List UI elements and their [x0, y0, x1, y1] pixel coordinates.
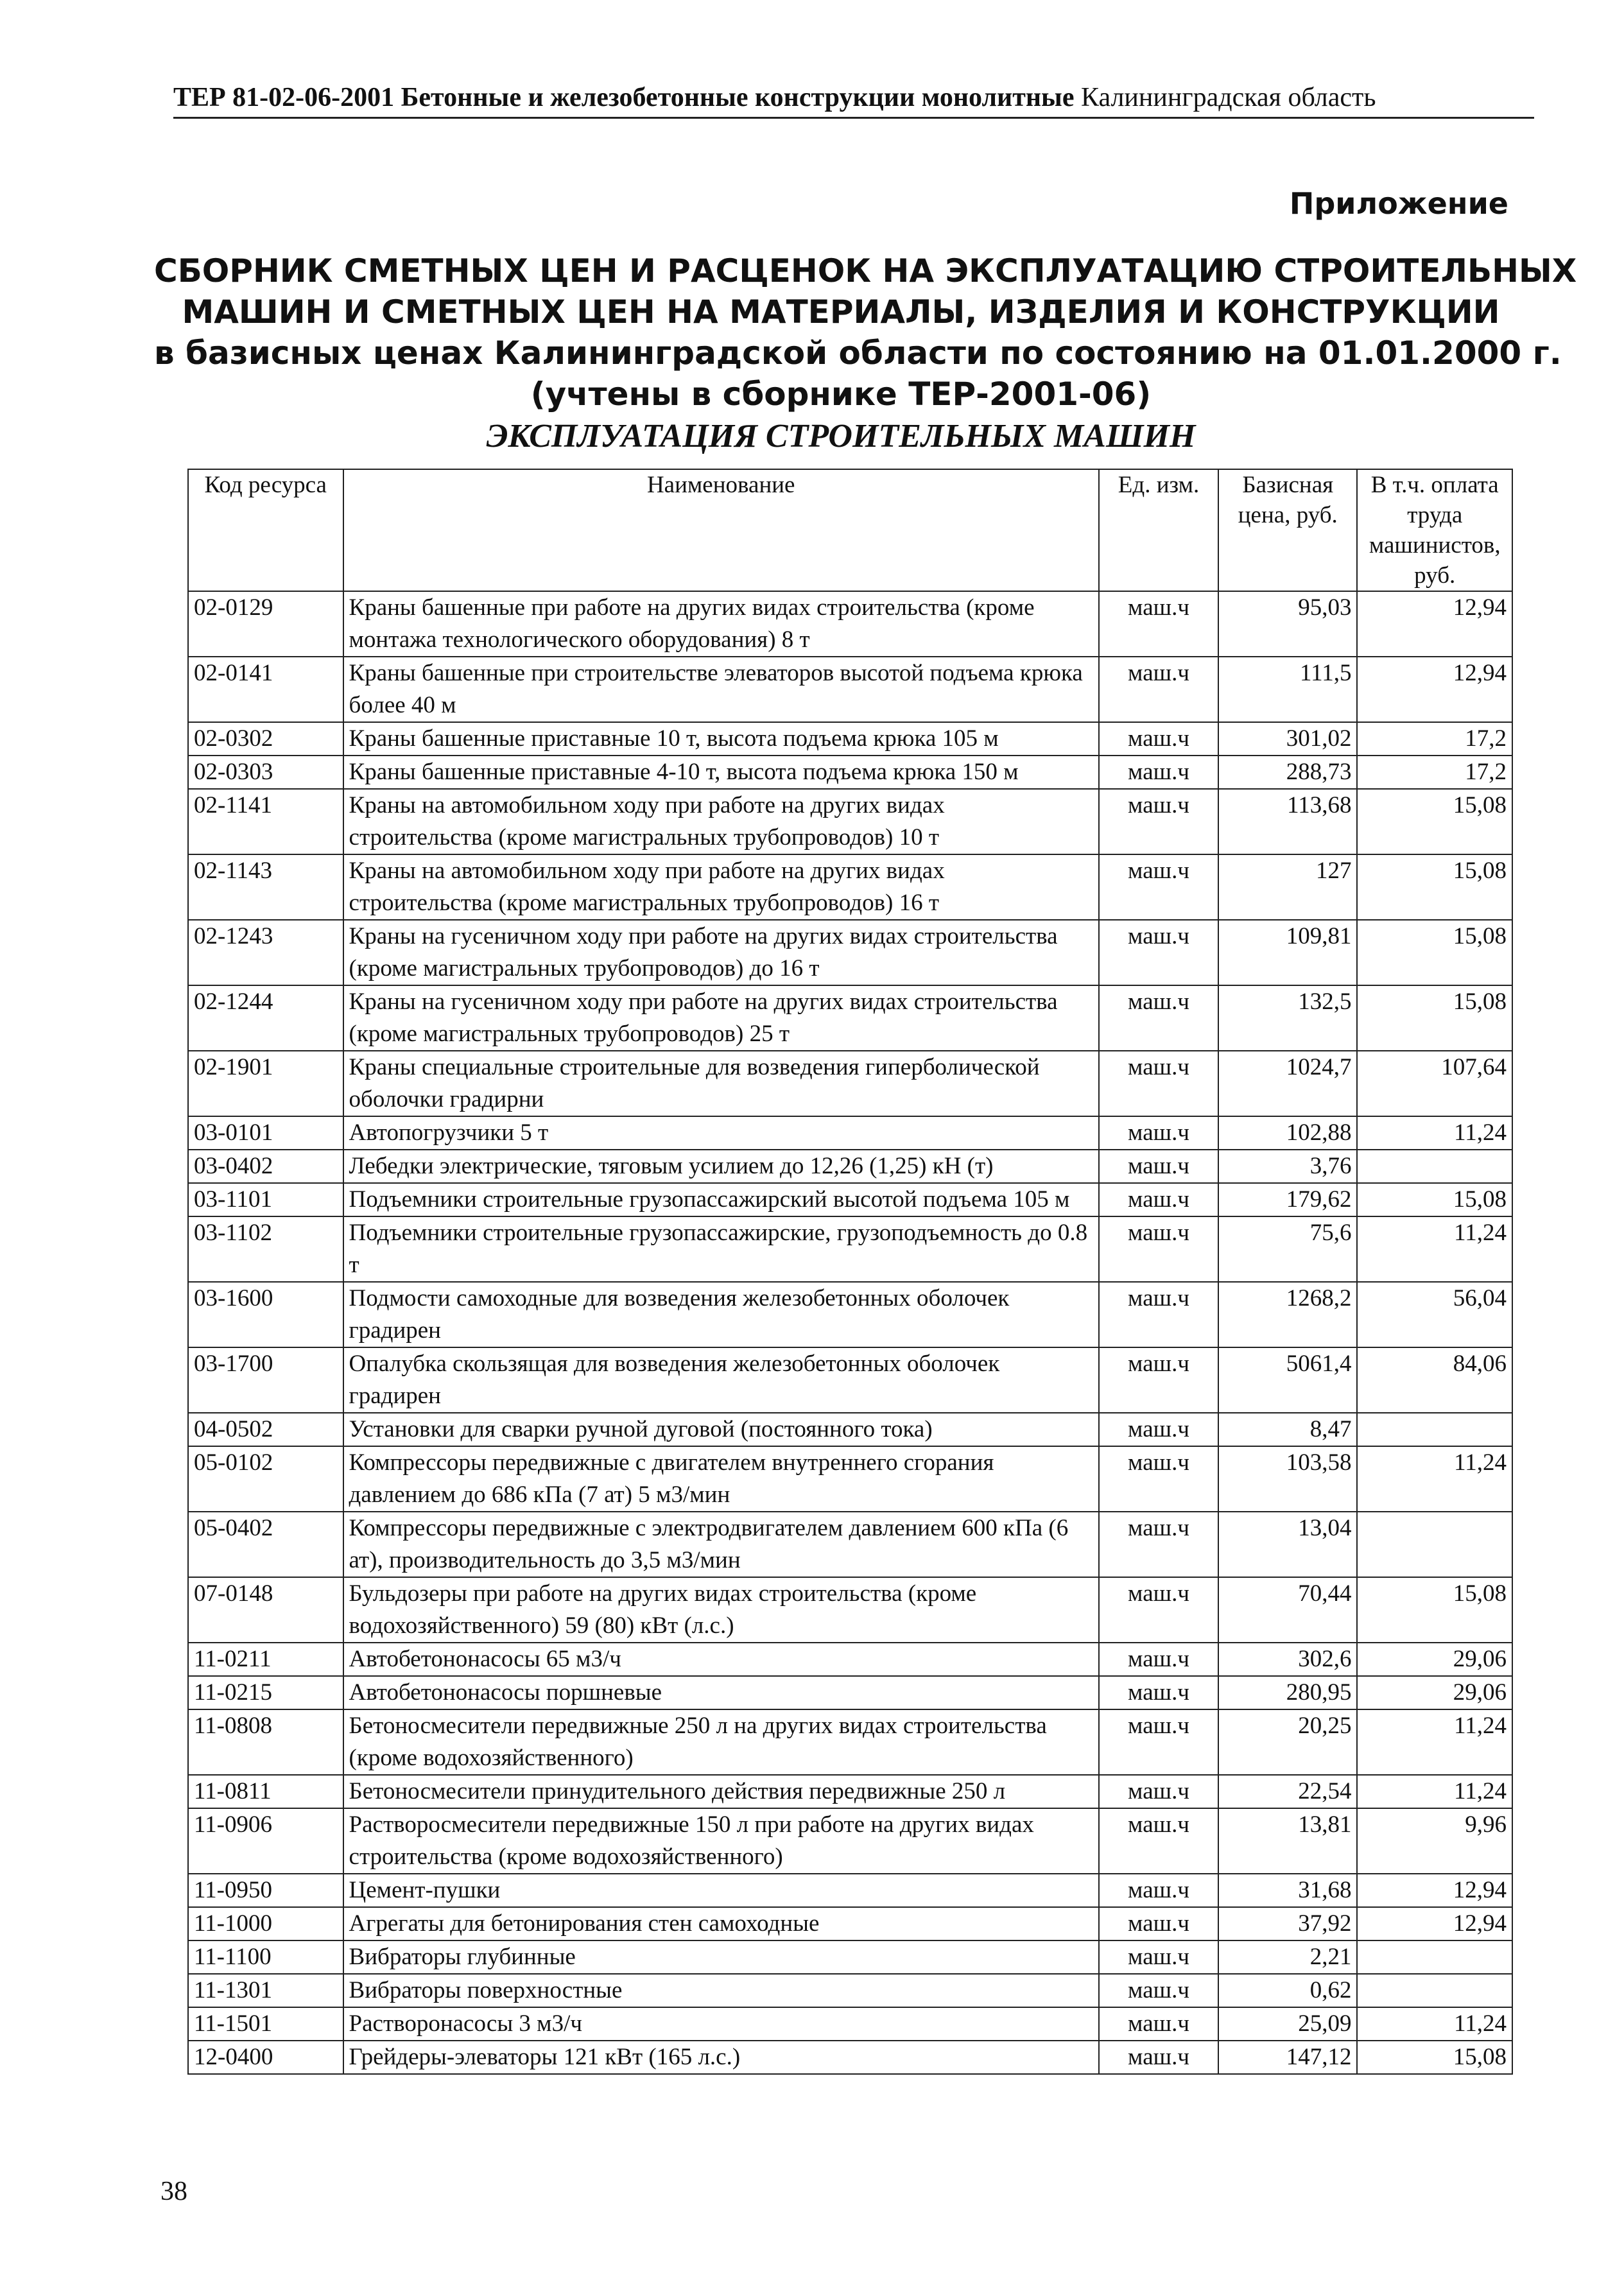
cell-price: 22,54 [1218, 1775, 1357, 1808]
cell-unit: маш.ч [1099, 1446, 1218, 1512]
cell-unit: маш.ч [1099, 591, 1218, 657]
table-row [188, 1413, 1512, 1446]
cell-unit: маш.ч [1099, 657, 1218, 722]
cell-labor: 15,08 [1357, 1183, 1512, 1216]
cell-price: 1268,2 [1218, 1282, 1357, 1347]
header-code-title: ТЕР 81-02-06-2001 Бетонные и железобетонные конструкции монолитные [173, 83, 1075, 112]
cell-labor: 84,06 [1357, 1347, 1512, 1413]
cell-price: 147,12 [1218, 2041, 1357, 2074]
header-name: Наименование [343, 469, 1099, 591]
cell-name: Краны специальные строительные для возведения гиперболической оболочки градирни [343, 1051, 1099, 1116]
cell-code: 11-0215 [188, 1676, 343, 1709]
cell-code: 04-0502 [188, 1413, 343, 1446]
table-row [188, 1709, 1512, 1775]
cell-name: Компрессоры передвижные с электродвигателем давлением 600 кПа (6 ат), производительность до 3,5 м3/мин [343, 1512, 1099, 1577]
cell-price: 8,47 [1218, 1413, 1357, 1446]
cell-code: 11-0811 [188, 1775, 343, 1808]
cell-code: 11-1000 [188, 1907, 343, 1940]
cell-price: 5061,4 [1218, 1347, 1357, 1413]
cell-name: Агрегаты для бетонирования стен самоходные [343, 1907, 1099, 1940]
cell-name: Краны башенные при строительстве элеваторов высотой подъема крюка более 40 м [343, 657, 1099, 722]
table-row [188, 756, 1512, 789]
cell-labor: 17,2 [1357, 722, 1512, 756]
cell-unit: маш.ч [1099, 920, 1218, 985]
cell-name: Краны на автомобильном ходу при работе на других видах строительства (кроме магистральных трубопроводов) 10 т [343, 789, 1099, 854]
cell-labor [1357, 1413, 1512, 1446]
table-row [188, 1940, 1512, 1974]
cell-name: Бетоносмесители передвижные 250 л на других видах строительства (кроме водохозяйственного) [343, 1709, 1099, 1775]
cell-labor: 15,08 [1357, 854, 1512, 920]
cell-labor: 15,08 [1357, 2041, 1512, 2074]
cell-labor: 12,94 [1357, 1907, 1512, 1940]
table-row [188, 920, 1512, 985]
cell-name: Автобетононасосы поршневые [343, 1676, 1099, 1709]
cell-unit: маш.ч [1099, 1512, 1218, 1577]
cell-labor: 107,64 [1357, 1051, 1512, 1116]
table-row [188, 1874, 1512, 1907]
cell-unit: маш.ч [1099, 2041, 1218, 2074]
cell-labor: 12,94 [1357, 657, 1512, 722]
cell-unit: маш.ч [1099, 756, 1218, 789]
cell-code: 11-0211 [188, 1643, 343, 1676]
cell-price: 113,68 [1218, 789, 1357, 854]
cell-name: Вибраторы глубинные [343, 1940, 1099, 1974]
cell-price: 37,92 [1218, 1907, 1357, 1940]
cell-code: 05-0102 [188, 1446, 343, 1512]
cell-price: 132,5 [1218, 985, 1357, 1051]
cell-name: Установки для сварки ручной дуговой (постоянного тока) [343, 1413, 1099, 1446]
cell-unit: маш.ч [1099, 1116, 1218, 1150]
cell-price: 1024,7 [1218, 1051, 1357, 1116]
cell-code: 03-1102 [188, 1216, 343, 1282]
cell-name: Подъемники строительные грузопассажирские, грузоподъемность до 0.8 т [343, 1216, 1099, 1282]
cell-code: 03-1101 [188, 1183, 343, 1216]
header-price: Базисная цена, руб. [1218, 469, 1357, 591]
cell-name: Краны на гусеничном ходу при работе на других видах строительства (кроме магистральных трубопроводов) 25 т [343, 985, 1099, 1051]
cell-unit: маш.ч [1099, 722, 1218, 756]
table-header-row [188, 469, 1512, 591]
table-row [188, 1512, 1512, 1577]
cell-price: 75,6 [1218, 1216, 1357, 1282]
header-unit: Ед. изм. [1099, 469, 1218, 591]
cell-price: 280,95 [1218, 1676, 1357, 1709]
cell-unit: маш.ч [1099, 1940, 1218, 1974]
cell-price: 20,25 [1218, 1709, 1357, 1775]
cell-price: 13,81 [1218, 1808, 1357, 1874]
document-title [154, 250, 1577, 415]
cell-name: Цемент-пушки [343, 1874, 1099, 1907]
cell-code: 07-0148 [188, 1577, 343, 1643]
cell-labor: 15,08 [1357, 1577, 1512, 1643]
cell-code: 03-1600 [188, 1282, 343, 1347]
table-row [188, 789, 1512, 854]
table-row [188, 2041, 1512, 2074]
cell-price: 2,21 [1218, 1940, 1357, 1974]
cell-labor: 11,24 [1357, 1775, 1512, 1808]
cell-labor: 11,24 [1357, 1709, 1512, 1775]
cell-unit: маш.ч [1099, 1150, 1218, 1183]
table-row [188, 1808, 1512, 1874]
cell-unit: маш.ч [1099, 1577, 1218, 1643]
table-row [188, 722, 1512, 756]
cell-unit: маш.ч [1099, 2007, 1218, 2041]
cell-name: Краны башенные приставные 4-10 т, высота подъема крюка 150 м [343, 756, 1099, 789]
cell-labor: 11,24 [1357, 1446, 1512, 1512]
cell-code: 02-0302 [188, 722, 343, 756]
cell-name: Автопогрузчики 5 т [343, 1116, 1099, 1150]
cell-name: Грейдеры-элеваторы 121 кВт (165 л.с.) [343, 2041, 1099, 2074]
cell-unit: маш.ч [1099, 1709, 1218, 1775]
table-row [188, 1216, 1512, 1282]
cell-price: 103,58 [1218, 1446, 1357, 1512]
cell-price: 179,62 [1218, 1183, 1357, 1216]
cell-price: 0,62 [1218, 1974, 1357, 2007]
table-body [188, 591, 1512, 2074]
cell-price: 70,44 [1218, 1577, 1357, 1643]
table-row [188, 1183, 1512, 1216]
cell-code: 03-0402 [188, 1150, 343, 1183]
cell-code: 02-1141 [188, 789, 343, 854]
cell-unit: маш.ч [1099, 1183, 1218, 1216]
title-line-3: в базисных ценах Калининградской области по состоянию на 01.01.2000 г. [154, 334, 1562, 372]
cell-price: 301,02 [1218, 722, 1357, 756]
cell-price: 288,73 [1218, 756, 1357, 789]
cell-labor: 15,08 [1357, 920, 1512, 985]
cell-unit: маш.ч [1099, 1974, 1218, 2007]
cell-code: 02-1901 [188, 1051, 343, 1116]
running-header [173, 82, 1534, 119]
page-number: 38 [160, 2177, 187, 2206]
cell-name: Лебедки электрические, тяговым усилием до 12,26 (1,25) кН (т) [343, 1150, 1099, 1183]
cell-labor: 29,06 [1357, 1643, 1512, 1676]
cell-name: Подъемники строительные грузопассажирский высотой подъема 105 м [343, 1183, 1099, 1216]
cell-unit: маш.ч [1099, 1347, 1218, 1413]
cell-name: Краны башенные при работе на других видах строительства (кроме монтажа технологического оборудования) 8 т [343, 591, 1099, 657]
cell-code: 02-1243 [188, 920, 343, 985]
table-row [188, 591, 1512, 657]
title-line-2: МАШИН И СМЕТНЫХ ЦЕН НА МАТЕРИАЛЫ, ИЗДЕЛИЯ И КОНСТРУКЦИИ [182, 293, 1500, 331]
cell-code: 02-1143 [188, 854, 343, 920]
header-region: Калининградская область [1081, 83, 1376, 112]
table-row [188, 1907, 1512, 1940]
cell-name: Растворонасосы 3 м3/ч [343, 2007, 1099, 2041]
cell-labor [1357, 1150, 1512, 1183]
cell-code: 05-0402 [188, 1512, 343, 1577]
cell-name: Компрессоры передвижные с двигателем внутреннего сгорания давлением до 686 кПа (7 ат) 5 м3/мин [343, 1446, 1099, 1512]
cell-unit: маш.ч [1099, 854, 1218, 920]
table-row [188, 1775, 1512, 1808]
table-row [188, 1282, 1512, 1347]
cell-labor: 11,24 [1357, 2007, 1512, 2041]
header-code: Код ресурса [188, 469, 343, 591]
title-line-4: (учтены в сборнике ТЕР-2001-06) [530, 376, 1152, 413]
cell-price: 25,09 [1218, 2007, 1357, 2041]
table-row [188, 1116, 1512, 1150]
cell-unit: маш.ч [1099, 1643, 1218, 1676]
cell-labor: 29,06 [1357, 1676, 1512, 1709]
table-row [188, 1051, 1512, 1116]
cell-unit: маш.ч [1099, 1282, 1218, 1347]
cell-name: Бетоносмесители принудительного действия передвижные 250 л [343, 1775, 1099, 1808]
table-row [188, 985, 1512, 1051]
cell-price: 95,03 [1218, 591, 1357, 657]
cell-code: 03-1700 [188, 1347, 343, 1413]
cell-price: 302,6 [1218, 1643, 1357, 1676]
cell-labor [1357, 1974, 1512, 2007]
cell-price: 127 [1218, 854, 1357, 920]
cell-name: Краны башенные приставные 10 т, высота подъема крюка 105 м [343, 722, 1099, 756]
cell-code: 11-0808 [188, 1709, 343, 1775]
cell-unit: маш.ч [1099, 1216, 1218, 1282]
cell-code: 02-0141 [188, 657, 343, 722]
cell-price: 13,04 [1218, 1512, 1357, 1577]
cell-labor: 11,24 [1357, 1216, 1512, 1282]
cell-code: 11-0906 [188, 1808, 343, 1874]
table-row [188, 1676, 1512, 1709]
cell-code: 11-1501 [188, 2007, 343, 2041]
cell-labor [1357, 1940, 1512, 1974]
cell-price: 109,81 [1218, 920, 1357, 985]
table-row [188, 1643, 1512, 1676]
cell-price: 31,68 [1218, 1874, 1357, 1907]
cell-unit: маш.ч [1099, 789, 1218, 854]
cell-code: 11-1301 [188, 1974, 343, 2007]
cell-name: Растворосмесители передвижные 150 л при работе на других видах строительства (кроме водохозяйственного) [343, 1808, 1099, 1874]
appendix-label: Приложение [1289, 186, 1508, 221]
cell-unit: маш.ч [1099, 1874, 1218, 1907]
cell-labor: 56,04 [1357, 1282, 1512, 1347]
cell-code: 11-1100 [188, 1940, 343, 1974]
table-row [188, 854, 1512, 920]
cell-unit: маш.ч [1099, 1413, 1218, 1446]
cell-unit: маш.ч [1099, 1907, 1218, 1940]
cell-unit: маш.ч [1099, 1775, 1218, 1808]
cell-code: 12-0400 [188, 2041, 343, 2074]
cell-unit: маш.ч [1099, 1676, 1218, 1709]
cell-code: 11-0950 [188, 1874, 343, 1907]
cell-labor: 11,24 [1357, 1116, 1512, 1150]
cell-unit: маш.ч [1099, 1808, 1218, 1874]
table-row [188, 1577, 1512, 1643]
cell-name: Краны на гусеничном ходу при работе на других видах строительства (кроме магистральных трубопроводов) до 16 т [343, 920, 1099, 985]
cell-labor: 17,2 [1357, 756, 1512, 789]
section-title: ЭКСПЛУАТАЦИЯ СТРОИТЕЛЬНЫХ МАШИН [486, 418, 1196, 454]
cell-code: 02-0303 [188, 756, 343, 789]
cell-code: 02-0129 [188, 591, 343, 657]
cell-labor: 15,08 [1357, 985, 1512, 1051]
table-row [188, 657, 1512, 722]
cell-code: 03-0101 [188, 1116, 343, 1150]
cell-price: 102,88 [1218, 1116, 1357, 1150]
cell-labor [1357, 1512, 1512, 1577]
cell-name: Бульдозеры при работе на других видах строительства (кроме водохозяйственного) 59 (80) кВт (л.с.) [343, 1577, 1099, 1643]
cell-labor: 9,96 [1357, 1808, 1512, 1874]
cell-unit: маш.ч [1099, 985, 1218, 1051]
cell-labor: 12,94 [1357, 1874, 1512, 1907]
cell-name: Краны на автомобильном ходу при работе на других видах строительства (кроме магистральных трубопроводов) 16 т [343, 854, 1099, 920]
cell-labor: 12,94 [1357, 591, 1512, 657]
cell-labor: 15,08 [1357, 789, 1512, 854]
table-row [188, 2007, 1512, 2041]
cell-name: Автобетононасосы 65 м3/ч [343, 1643, 1099, 1676]
cell-price: 111,5 [1218, 657, 1357, 722]
cell-name: Опалубка скользящая для возведения железобетонных оболочек градирен [343, 1347, 1099, 1413]
cell-name: Подмости самоходные для возведения железобетонных оболочек градирен [343, 1282, 1099, 1347]
resource-table [187, 469, 1513, 2075]
table-row [188, 1446, 1512, 1512]
cell-unit: маш.ч [1099, 1051, 1218, 1116]
cell-name: Вибраторы поверхностные [343, 1974, 1099, 2007]
table-row [188, 1974, 1512, 2007]
cell-price: 3,76 [1218, 1150, 1357, 1183]
header-labor: В т.ч. оплата труда машинистов, руб. [1357, 469, 1512, 591]
table-row [188, 1150, 1512, 1183]
table-row [188, 1347, 1512, 1413]
cell-code: 02-1244 [188, 985, 343, 1051]
title-line-1: СБОРНИК СМЕТНЫХ ЦЕН И РАСЦЕНОК НА ЭКСПЛУАТАЦИЮ СТРОИТЕЛЬНЫХ [154, 252, 1577, 290]
